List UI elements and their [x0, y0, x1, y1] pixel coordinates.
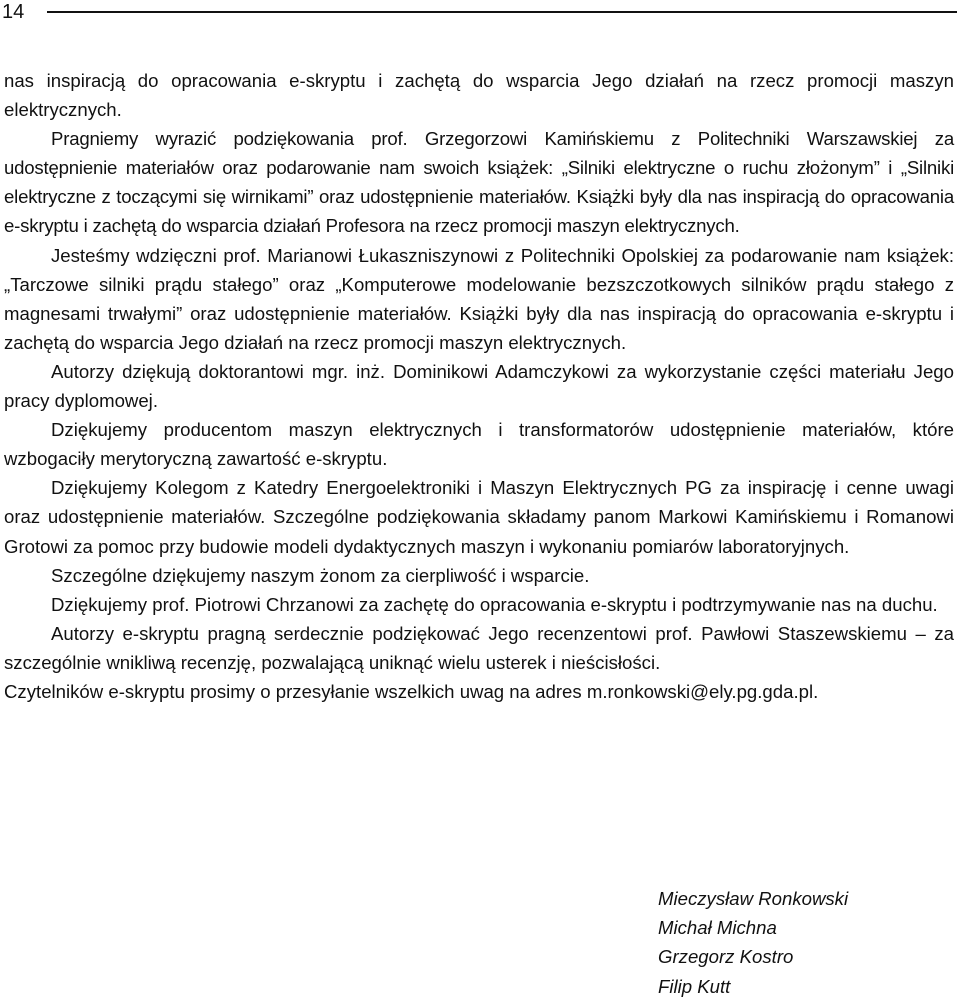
- paragraph-kaminski: Pragniemy wyrazić podziękowania prof. Grzegorzowi Kamińskiemu z Politechniki Warszawskiej za udostępnienie materiałów oraz podarowanie nam swoich książek: „Silniki elektryczne o ruchu złożonym” i „Silniki elektryczne z toczącymi się wirnikami” oraz udostępnienie materiałów. Książki były dla nas inspiracją do opracowania e-skryptu i zachętą do wsparcia działań Profesora na rzecz promocji maszyn elektrycznych.: [4, 128, 954, 237]
- acknowledgements-text: [4, 66, 954, 706]
- page-number: 14: [2, 1, 25, 23]
- paragraph-continued: nas inspiracją do opracowania e-skryptu i zachętą do wsparcia Jego działań na rzecz promocji maszyn elektrycznych.: [4, 70, 954, 121]
- paragraph-colleagues: Dziękujemy Kolegom z Katedry Energoelektroniki i Maszyn Elektrycznych PG za inspirację i cenne uwagi oraz udostępnienie materiałów. Szczególne podziękowania składamy panom Markowi Kamińskiemu i Romanowi Grotowi za pomoc przy budowie modeli dydaktycznych maszyn i wykonaniu pomiarów laboratoryjnych.: [4, 477, 954, 557]
- paragraph-lukaszniszyn: Jesteśmy wdzięczni prof. Marianowi Łukaszniszynowi z Politechniki Opolskiej za podarowanie nam książek: „Tarczowe silniki prądu stałego” oraz „Komputerowe modelowanie bezszczotkowych silników prądu stałego z magnesami trwałymi” oraz udostępnienie materiałów. Książki były dla nas inspiracją do opracowania e-skryptu i zachętą do wsparcia Jego działań na rzecz promocji maszyn elektrycznych.: [4, 244, 954, 353]
- author-signatures: [658, 884, 948, 1001]
- paragraph-wives: Szczególne dziękujemy naszym żonom za cierpliwość i wsparcie.: [51, 564, 590, 586]
- author-name: Mieczysław Ronkowski: [658, 888, 849, 909]
- paragraph-adamczyk: Autorzy dziękują doktorantowi mgr. inż. Dominikowi Adamczykowi za wykorzystanie części materiału Jego pracy dyplomowej.: [4, 360, 954, 412]
- paragraph-contact: Czytelników e-skryptu prosimy o przesyłanie wszelkich uwag na adres m.ronkowski@ely.pg.gda.pl.: [4, 680, 819, 702]
- author-name: Filip Kutt: [658, 975, 731, 997]
- author-name: Michał Michna: [658, 917, 777, 939]
- author-name: Grzegorz Kostro: [658, 946, 794, 968]
- page-header: [0, 0, 960, 30]
- header-rule: [47, 11, 957, 13]
- paragraph-chrzan: Dziękujemy prof. Piotrowi Chrzanowi za zachętę do opracowania e-skryptu i podtrzymywanie nas na duchu.: [51, 593, 938, 615]
- paragraph-producers: Dziękujemy producentom maszyn elektrycznych i transformatorów udostępnienie materiałów, które wzbogaciły merytoryczną zawartość e-skryptu.: [4, 419, 954, 470]
- paragraph-reviewer: Autorzy e-skryptu pragną serdecznie podziękować Jego recenzentowi prof. Pawłowi Staszewskiemu – za szczególnie wnikliwą recenzję, pozwalającą uniknąć wielu usterek i nieścisłości.: [4, 622, 954, 673]
